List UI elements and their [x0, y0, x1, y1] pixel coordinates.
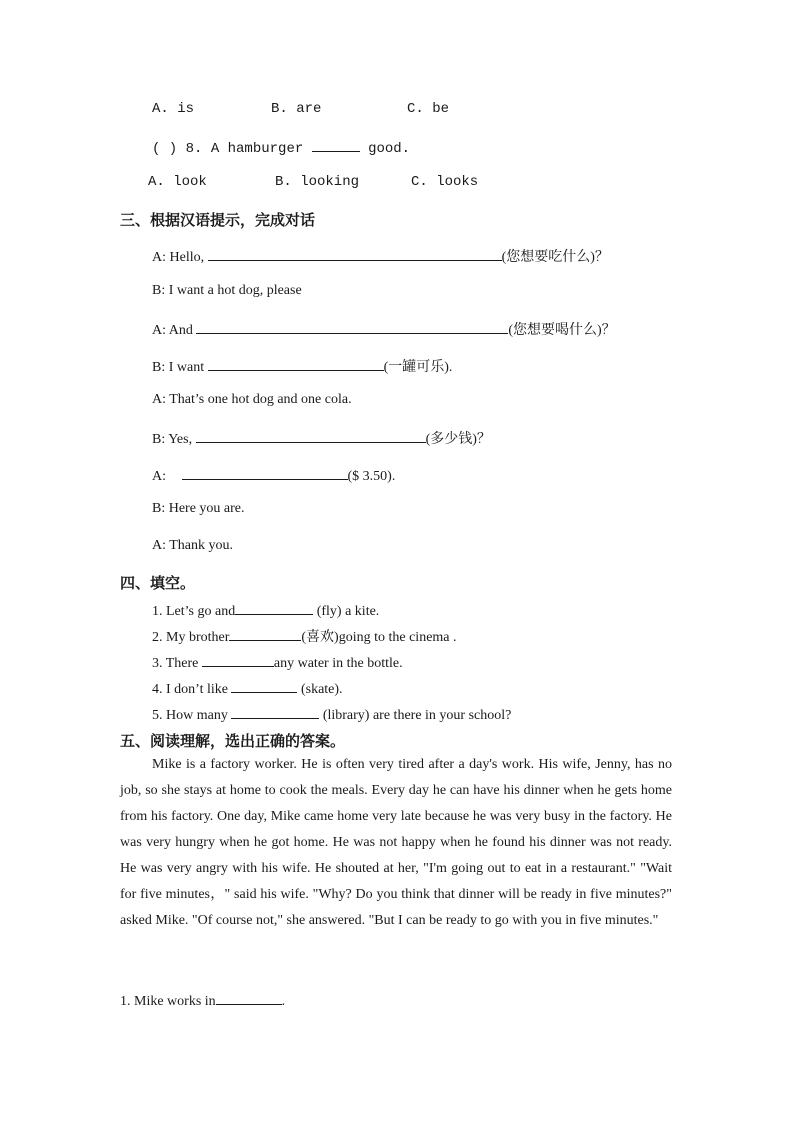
- fill-item: [152, 626, 457, 646]
- dialogue-text: A: And: [152, 323, 193, 338]
- fill-text: (skate).: [297, 682, 343, 697]
- q7-option-c: C. be: [407, 101, 450, 117]
- section4-heading: 四、填空。: [120, 574, 196, 592]
- fill-text: any water in the bottle.: [273, 656, 403, 671]
- fill-item: [152, 678, 343, 698]
- fill-blank[interactable]: [231, 704, 319, 719]
- dialogue-hint: (您想要喝什么)？: [508, 323, 616, 338]
- q8-blank[interactable]: [312, 137, 360, 152]
- reading-passage: [120, 752, 672, 934]
- dialogue-line: [152, 356, 452, 376]
- dialogue-text: B: Here you are.: [152, 501, 245, 516]
- dialogue-line: [152, 319, 616, 339]
- fill-text: 3. There: [152, 656, 202, 671]
- fill-blank[interactable]: [231, 678, 297, 693]
- fill-text: (library) are there in your school?: [319, 708, 512, 723]
- section5-heading: 五、阅读理解，选出正确的答案。: [120, 732, 346, 750]
- dialogue-text: A: Hello,: [152, 250, 205, 265]
- dialogue-blank[interactable]: [196, 428, 426, 443]
- dialogue-text: B: I want: [152, 360, 205, 375]
- q8-option-a: A. look: [148, 174, 207, 190]
- dialogue-blank[interactable]: [208, 246, 502, 261]
- dialogue-line: [152, 283, 302, 299]
- q8-stem-pre: 8. A hamburger: [185, 141, 304, 157]
- q7-option-a: A. is: [152, 101, 195, 117]
- fill-text: (喜欢)going to the cinema .: [301, 630, 457, 645]
- dialogue-line: [152, 392, 352, 408]
- dialogue-line: [152, 501, 245, 517]
- dialogue-hint: ($ 3.50).: [347, 469, 396, 484]
- q8-answer-paren: ( ): [152, 141, 178, 157]
- reading-question-text: 1. Mike works in: [120, 994, 216, 1009]
- fill-item: [152, 600, 379, 620]
- fill-blank[interactable]: [202, 652, 274, 667]
- fill-blank[interactable]: [235, 600, 313, 615]
- reading-passage-text: Mike is a factory worker. He is often very tired after a day's work. His wife, Jenny, has no job, so she stays at home to cook the meals. Every day he can have his dinner when he gets home from his factory. One day, Mike came home very late because he was very busy in the factory. He was very hungry when he got home. He was not happy when he found his dinner was not ready. He was very angry with his wife. He shouted at her, "I'm going out to eat in a restaurant." "Wait for five minutes，" said his wife. "Why? Do you think that dinner will be ready in five minutes?" asked Mike. "Of course not," she answered. "But I can be ready to go with you in five minutes.": [120, 757, 672, 928]
- reading-question-period: .: [281, 994, 286, 1009]
- fill-text: 1. Let’s go and: [152, 604, 236, 619]
- fill-text: 5. How many: [152, 708, 232, 723]
- fill-text: (fly) a kite.: [313, 604, 380, 619]
- dialogue-text: A: Thank you.: [152, 538, 234, 553]
- dialogue-line: [152, 465, 395, 485]
- fill-text: 4. I don’t like: [152, 682, 232, 697]
- reading-answer-blank[interactable]: [216, 990, 282, 1005]
- q7-option-b: B. are: [271, 101, 322, 117]
- fill-item: [152, 704, 511, 724]
- dialogue-blank[interactable]: [208, 356, 384, 371]
- dialogue-blank[interactable]: [182, 465, 348, 480]
- dialogue-text: B: I want a hot dog, please: [152, 283, 302, 298]
- fill-blank[interactable]: [229, 626, 301, 641]
- dialogue-text: A: That’s one hot dog and one cola.: [152, 392, 352, 407]
- dialogue-line: [152, 538, 233, 554]
- dialogue-blank[interactable]: [196, 319, 508, 334]
- dialogue-hint: (您想要吃什么)？: [501, 250, 609, 265]
- dialogue-hint: (多少钱)？: [425, 432, 491, 447]
- reading-question-1: [120, 990, 285, 1010]
- dialogue-hint: (一罐可乐).: [383, 360, 453, 375]
- q8-stem: [152, 137, 410, 157]
- dialogue-text: B: Yes,: [152, 432, 193, 447]
- section3-heading: 三、根据汉语提示，完成对话: [120, 211, 316, 229]
- q8-stem-post: good.: [368, 141, 411, 157]
- q8-option-c: C. looks: [411, 174, 479, 190]
- dialogue-line: [152, 428, 491, 448]
- fill-item: [152, 652, 403, 672]
- dialogue-line: [152, 246, 609, 266]
- fill-text: 2. My brother: [152, 630, 230, 645]
- dialogue-text: A:: [152, 469, 166, 484]
- q8-option-b: B. looking: [275, 174, 360, 190]
